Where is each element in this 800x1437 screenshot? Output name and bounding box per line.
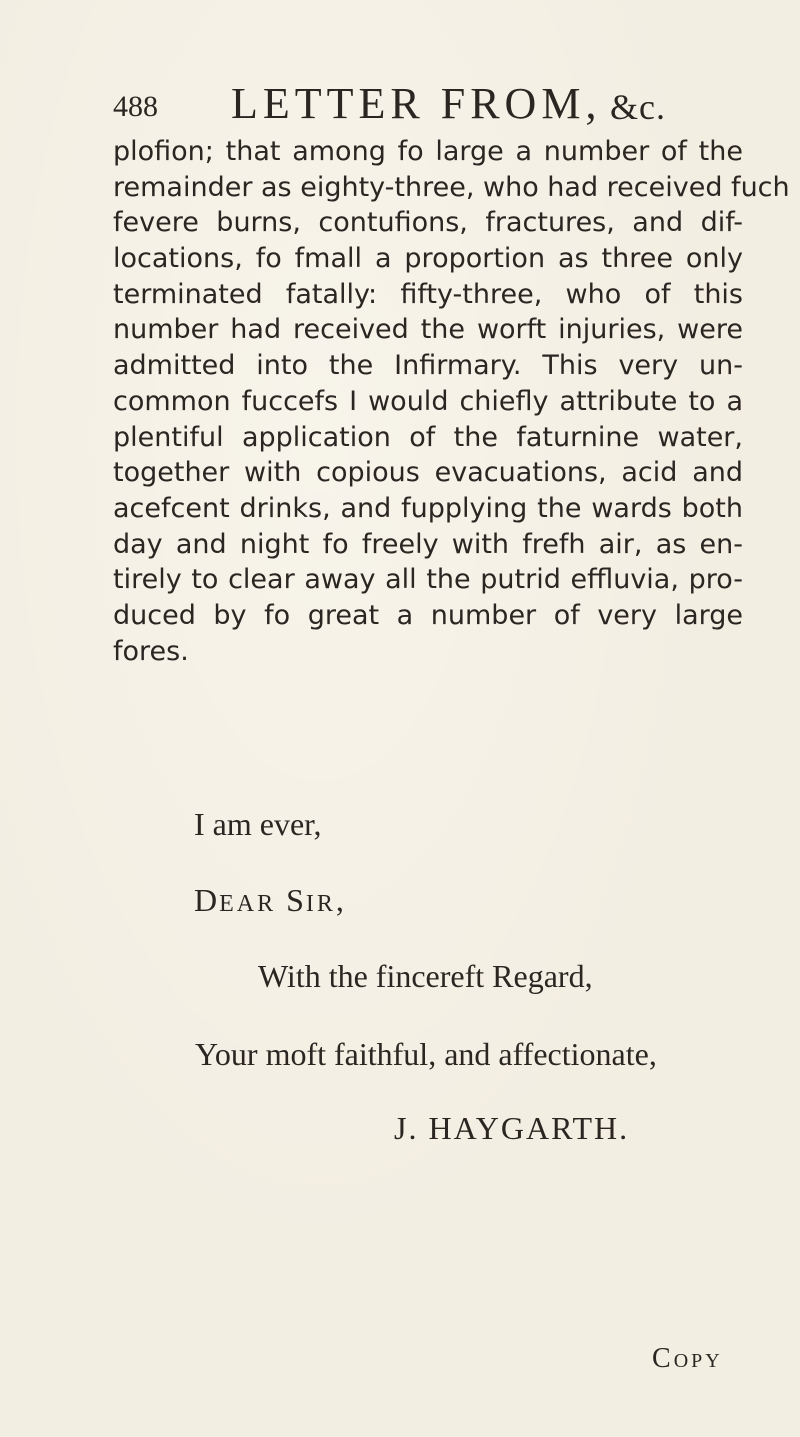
text-line: acefcent drinks, and fupplying the wards both: [113, 492, 743, 524]
text-line: common fuccefs I would chiefly attribute to a: [113, 385, 743, 417]
catchword: [652, 1343, 723, 1375]
text-line: locations, fo fmall a proportion as three only: [113, 243, 743, 275]
text-line: together with copious evacuations, acid and: [113, 457, 743, 489]
text-line: number had received the worft injuries, were: [113, 314, 743, 346]
text-line: terminated fatally: fifty-three, who of this: [113, 278, 743, 310]
text-line: day and night fo freely with frefh air, as en-: [113, 528, 743, 560]
closing-valediction: Your moft faithful, and affectionate,: [195, 1036, 657, 1072]
salutation: [194, 882, 346, 919]
salutation-part: D: [194, 882, 220, 918]
running-head-suffix: &c.: [610, 87, 666, 127]
body-text: [113, 134, 790, 669]
text-line: duced by fo great a number of very large: [113, 599, 743, 631]
text-line: fores.: [113, 635, 189, 667]
salutation-part: EAR: [219, 891, 277, 917]
catchword-rest: OPY: [673, 1350, 723, 1372]
catchword-first: C: [652, 1343, 674, 1374]
text-line: fevere burns, contufions, fractures, and dif-: [113, 207, 743, 239]
text-line: plentiful application of the faturnine water,: [113, 421, 743, 453]
running-head-title: LETTER FROM,: [231, 79, 602, 128]
closing-line: I am ever,: [194, 806, 322, 842]
text-line: remainder as eighty-three, who had received fuch: [113, 171, 790, 203]
closing-regard: With the fincereft Regard,: [258, 958, 593, 994]
running-head: [113, 78, 733, 134]
text-line: admitted into the Infirmary. This very un-: [113, 350, 743, 382]
salutation-part: S: [276, 882, 306, 918]
salutation-part: IR: [305, 891, 336, 917]
salutation-part: ,: [335, 882, 346, 918]
page-number: 488: [113, 90, 158, 123]
text-line: plofion; that among fo large a number of the: [113, 136, 743, 167]
signature: J. HAYGARTH.: [394, 1110, 630, 1146]
text-line: tirely to clear away all the putrid effluvia, pro-: [113, 564, 743, 596]
